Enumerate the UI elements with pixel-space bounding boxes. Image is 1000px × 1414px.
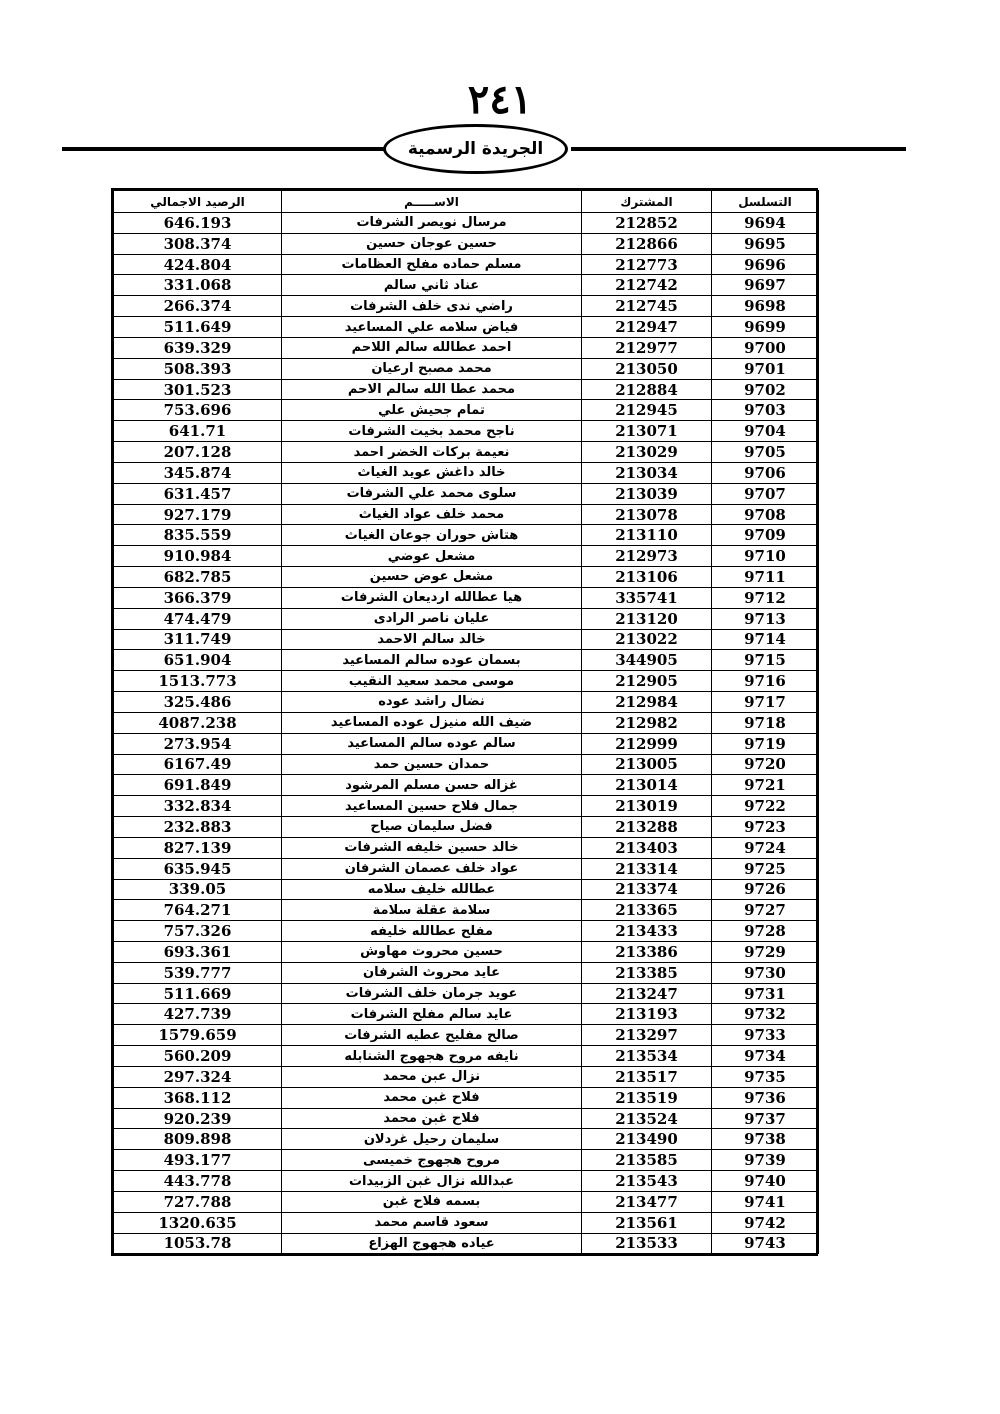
name-cell: سعود قاسم محمد xyxy=(282,1212,582,1233)
balance-cell: 273.954 xyxy=(114,733,282,754)
subscriber-cell: 213374 xyxy=(582,879,712,900)
subscriber-cell: 212866 xyxy=(582,233,712,254)
serial-cell: 9704 xyxy=(712,421,819,442)
balance-cell: 232.883 xyxy=(114,817,282,838)
name-cell: نعيمة بركات الخضر احمد xyxy=(282,442,582,463)
table-row xyxy=(114,1129,819,1150)
table-row xyxy=(114,296,819,317)
balance-cell: 508.393 xyxy=(114,358,282,379)
serial-cell: 9737 xyxy=(712,1108,819,1129)
table-row xyxy=(114,1191,819,1212)
name-cell: احمد عطالله سالم اللاحم xyxy=(282,337,582,358)
name-cell: هيا عطالله ارديعان الشرفات xyxy=(282,587,582,608)
balance-cell: 493.177 xyxy=(114,1150,282,1171)
name-cell: مشعل عوضي xyxy=(282,546,582,567)
name-cell: حسين محروت مهاوش xyxy=(282,941,582,962)
balance-cell: 297.324 xyxy=(114,1066,282,1087)
header-rule-right xyxy=(571,147,906,151)
table-row xyxy=(114,671,819,692)
name-cell: خالد حسين خليفه الشرفات xyxy=(282,837,582,858)
subscriber-cell: 213386 xyxy=(582,941,712,962)
table-row xyxy=(114,1150,819,1171)
table-row xyxy=(114,1171,819,1192)
subscriber-cell: 213517 xyxy=(582,1066,712,1087)
serial-cell: 9731 xyxy=(712,983,819,1004)
name-cell: غزاله حسن مسلم المرشود xyxy=(282,775,582,796)
table-row xyxy=(114,900,819,921)
serial-cell: 9711 xyxy=(712,567,819,588)
balance-cell: 1513.773 xyxy=(114,671,282,692)
serial-cell: 9727 xyxy=(712,900,819,921)
subscriber-cell: 212884 xyxy=(582,379,712,400)
balance-cell: 331.068 xyxy=(114,275,282,296)
subscriber-cell: 213034 xyxy=(582,462,712,483)
serial-cell: 9736 xyxy=(712,1087,819,1108)
balance-cell: 639.329 xyxy=(114,337,282,358)
balance-cell: 631.457 xyxy=(114,483,282,504)
table-row xyxy=(114,442,819,463)
subscriber-cell: 213524 xyxy=(582,1108,712,1129)
serial-cell: 9739 xyxy=(712,1150,819,1171)
balance-cell: 910.984 xyxy=(114,546,282,567)
table-row xyxy=(114,941,819,962)
serial-cell: 9700 xyxy=(712,337,819,358)
balance-cell: 368.112 xyxy=(114,1087,282,1108)
header-oval xyxy=(383,124,568,174)
balance-cell: 308.374 xyxy=(114,233,282,254)
subscriber-cell: 212905 xyxy=(582,671,712,692)
name-cell: مشعل عوض حسين xyxy=(282,567,582,588)
subscriber-cell: 213533 xyxy=(582,1233,712,1254)
serial-cell: 9706 xyxy=(712,462,819,483)
serial-cell: 9699 xyxy=(712,317,819,338)
name-cell: جمال فلاح حسين المساعيد xyxy=(282,796,582,817)
balance-cell: 691.849 xyxy=(114,775,282,796)
name-cell: تمام جحيش علي xyxy=(282,400,582,421)
balance-cell: 325.486 xyxy=(114,692,282,713)
serial-cell: 9741 xyxy=(712,1191,819,1212)
table-row xyxy=(114,1066,819,1087)
table-row xyxy=(114,837,819,858)
header-subscriber: المشترك xyxy=(582,191,712,213)
table-row xyxy=(114,650,819,671)
table-row xyxy=(114,337,819,358)
name-cell: سلوى محمد علي الشرفات xyxy=(282,483,582,504)
serial-cell: 9718 xyxy=(712,712,819,733)
serial-cell: 9728 xyxy=(712,921,819,942)
table-row xyxy=(114,983,819,1004)
serial-cell: 9712 xyxy=(712,587,819,608)
table-row xyxy=(114,692,819,713)
serial-cell: 9735 xyxy=(712,1066,819,1087)
subscriber-cell: 212773 xyxy=(582,254,712,275)
balance-cell: 927.179 xyxy=(114,504,282,525)
serial-cell: 9713 xyxy=(712,608,819,629)
balance-cell: 424.804 xyxy=(114,254,282,275)
table-row xyxy=(114,1004,819,1025)
subscriber-cell: 213039 xyxy=(582,483,712,504)
subscriber-cell: 213585 xyxy=(582,1150,712,1171)
name-cell: محمد عطا الله سالم الاحم xyxy=(282,379,582,400)
subscriber-cell: 212742 xyxy=(582,275,712,296)
serial-cell: 9714 xyxy=(712,629,819,650)
subscriber-cell: 213193 xyxy=(582,1004,712,1025)
serial-cell: 9722 xyxy=(712,796,819,817)
name-cell: فلاح غبن محمد xyxy=(282,1108,582,1129)
name-cell: محمد مصبح ارعيان xyxy=(282,358,582,379)
subscriber-cell: 212973 xyxy=(582,546,712,567)
serial-cell: 9726 xyxy=(712,879,819,900)
table-row xyxy=(114,1212,819,1233)
balance-cell: 311.749 xyxy=(114,629,282,650)
balance-cell: 682.785 xyxy=(114,567,282,588)
gazette-title: الجريدة الرسمية xyxy=(407,139,544,159)
balance-cell: 693.361 xyxy=(114,941,282,962)
subscriber-cell: 213106 xyxy=(582,567,712,588)
balance-cell: 753.696 xyxy=(114,400,282,421)
name-cell: راضي ندى خلف الشرفات xyxy=(282,296,582,317)
subscriber-cell: 213022 xyxy=(582,629,712,650)
subscriber-cell: 213490 xyxy=(582,1129,712,1150)
serial-cell: 9721 xyxy=(712,775,819,796)
balance-cell: 511.649 xyxy=(114,317,282,338)
name-cell: مرسال نويصر الشرفات xyxy=(282,213,582,234)
name-cell: نضال راشد عوده xyxy=(282,692,582,713)
name-cell: فضل سليمان صياح xyxy=(282,817,582,838)
name-cell: عناد ثاني سالم xyxy=(282,275,582,296)
balance-cell: 1053.78 xyxy=(114,1233,282,1254)
serial-cell: 9733 xyxy=(712,1025,819,1046)
balance-cell: 474.479 xyxy=(114,608,282,629)
table-row xyxy=(114,796,819,817)
balance-cell: 809.898 xyxy=(114,1129,282,1150)
subscriber-cell: 213110 xyxy=(582,525,712,546)
subscriber-cell: 213071 xyxy=(582,421,712,442)
header-rule-left xyxy=(62,147,384,151)
balance-cell: 757.326 xyxy=(114,921,282,942)
serial-cell: 9702 xyxy=(712,379,819,400)
serial-cell: 9705 xyxy=(712,442,819,463)
table-row xyxy=(114,400,819,421)
header-serial: التسلسل xyxy=(712,191,819,213)
header-balance: الرصيد الاجمالي xyxy=(114,191,282,213)
balance-cell: 539.777 xyxy=(114,962,282,983)
subscriber-cell: 213120 xyxy=(582,608,712,629)
serial-cell: 9694 xyxy=(712,213,819,234)
subscriber-cell: 212852 xyxy=(582,213,712,234)
subscriber-cell: 212745 xyxy=(582,296,712,317)
serial-cell: 9696 xyxy=(712,254,819,275)
serial-cell: 9697 xyxy=(712,275,819,296)
table-row xyxy=(114,358,819,379)
table-header-row xyxy=(114,191,819,213)
subscriber-cell: 212945 xyxy=(582,400,712,421)
serial-cell: 9743 xyxy=(712,1233,819,1254)
table-row xyxy=(114,1087,819,1108)
serial-cell: 9730 xyxy=(712,962,819,983)
table-row xyxy=(114,1046,819,1067)
subscriber-cell: 213403 xyxy=(582,837,712,858)
table-row xyxy=(114,317,819,338)
table-row xyxy=(114,254,819,275)
balance-cell: 301.523 xyxy=(114,379,282,400)
subscriber-cell: 213247 xyxy=(582,983,712,1004)
table-row xyxy=(114,712,819,733)
table-row xyxy=(114,525,819,546)
name-cell: مروح هجهوج خميسى xyxy=(282,1150,582,1171)
serial-cell: 9708 xyxy=(712,504,819,525)
name-cell: سالم عوده سالم المساعيد xyxy=(282,733,582,754)
table-row xyxy=(114,962,819,983)
name-cell: خالد سالم الاحمد xyxy=(282,629,582,650)
serial-cell: 9742 xyxy=(712,1212,819,1233)
table-row xyxy=(114,1025,819,1046)
balance-cell: 345.874 xyxy=(114,462,282,483)
balance-cell: 646.193 xyxy=(114,213,282,234)
serial-cell: 9709 xyxy=(712,525,819,546)
name-cell: بسمه فلاح غبن xyxy=(282,1191,582,1212)
balance-cell: 366.379 xyxy=(114,587,282,608)
name-cell: عياده هجهوج الهزاع xyxy=(282,1233,582,1254)
subscriber-cell: 213561 xyxy=(582,1212,712,1233)
name-cell: هتاش حوران جوعان الغياث xyxy=(282,525,582,546)
table-row xyxy=(114,379,819,400)
table-row xyxy=(114,608,819,629)
name-cell: فلاح غبن محمد xyxy=(282,1087,582,1108)
name-cell: ضيف الله منيزل عوده المساعيد xyxy=(282,712,582,733)
table-body xyxy=(114,213,819,1254)
name-cell: نايفه مروح هجهوج الشنابله xyxy=(282,1046,582,1067)
subscriber-cell: 213019 xyxy=(582,796,712,817)
subscriber-cell: 335741 xyxy=(582,587,712,608)
table-row xyxy=(114,754,819,775)
serial-cell: 9710 xyxy=(712,546,819,567)
subscriber-cell: 213050 xyxy=(582,358,712,379)
name-cell: صالح مفليح عطيه الشرفات xyxy=(282,1025,582,1046)
subscriber-cell: 213029 xyxy=(582,442,712,463)
table-row xyxy=(114,775,819,796)
balance-cell: 4087.238 xyxy=(114,712,282,733)
serial-cell: 9725 xyxy=(712,858,819,879)
balance-cell: 511.669 xyxy=(114,983,282,1004)
serial-cell: 9734 xyxy=(712,1046,819,1067)
name-cell: فياض سلامه علي المساعيد xyxy=(282,317,582,338)
serial-cell: 9720 xyxy=(712,754,819,775)
table-row xyxy=(114,421,819,442)
table-row xyxy=(114,567,819,588)
balance-cell: 727.788 xyxy=(114,1191,282,1212)
name-cell: عليان ناصر الرادى xyxy=(282,608,582,629)
name-cell: عويد جرمان خلف الشرفات xyxy=(282,983,582,1004)
subscriber-cell: 212977 xyxy=(582,337,712,358)
table-row xyxy=(114,817,819,838)
table-row xyxy=(114,629,819,650)
table-row xyxy=(114,213,819,234)
table-row xyxy=(114,483,819,504)
serial-cell: 9724 xyxy=(712,837,819,858)
balance-cell: 6167.49 xyxy=(114,754,282,775)
balance-cell: 641.71 xyxy=(114,421,282,442)
subscriber-cell: 213078 xyxy=(582,504,712,525)
name-cell: حمدان حسين حمد xyxy=(282,754,582,775)
serial-cell: 9715 xyxy=(712,650,819,671)
subscriber-cell: 344905 xyxy=(582,650,712,671)
serial-cell: 9695 xyxy=(712,233,819,254)
balance-cell: 835.559 xyxy=(114,525,282,546)
name-cell: مسلم حماده مفلح العظامات xyxy=(282,254,582,275)
name-cell: عطالله خليف سلامه xyxy=(282,879,582,900)
table-row xyxy=(114,733,819,754)
name-cell: سليمان رحيل غردلان xyxy=(282,1129,582,1150)
balance-cell: 920.239 xyxy=(114,1108,282,1129)
subscriber-cell: 213005 xyxy=(582,754,712,775)
balance-cell: 266.374 xyxy=(114,296,282,317)
subscriber-cell: 213519 xyxy=(582,1087,712,1108)
name-cell: عايد محروث الشرفان xyxy=(282,962,582,983)
table-row xyxy=(114,587,819,608)
subscriber-cell: 213534 xyxy=(582,1046,712,1067)
balance-cell: 1579.659 xyxy=(114,1025,282,1046)
subscriber-cell: 212999 xyxy=(582,733,712,754)
name-cell: حسين عوجان حسين xyxy=(282,233,582,254)
balance-cell: 427.739 xyxy=(114,1004,282,1025)
name-cell: مفلح عطالله خليفه xyxy=(282,921,582,942)
name-cell: محمد خلف عواد الغياث xyxy=(282,504,582,525)
subscriber-cell: 212984 xyxy=(582,692,712,713)
balance-cell: 651.904 xyxy=(114,650,282,671)
name-cell: سلامة عقلة سلامة xyxy=(282,900,582,921)
subscriber-cell: 213477 xyxy=(582,1191,712,1212)
name-cell: عايد سالم مفلح الشرفات xyxy=(282,1004,582,1025)
table-row xyxy=(114,858,819,879)
table-row xyxy=(114,504,819,525)
balance-cell: 332.834 xyxy=(114,796,282,817)
table-row xyxy=(114,275,819,296)
serial-cell: 9740 xyxy=(712,1171,819,1192)
page-number: ٢٤١ xyxy=(467,76,533,123)
subscriber-cell: 213314 xyxy=(582,858,712,879)
serial-cell: 9723 xyxy=(712,817,819,838)
serial-cell: 9732 xyxy=(712,1004,819,1025)
subscriber-cell: 213297 xyxy=(582,1025,712,1046)
table-row xyxy=(114,546,819,567)
table-row xyxy=(114,462,819,483)
table-row xyxy=(114,1108,819,1129)
serial-cell: 9716 xyxy=(712,671,819,692)
subscriber-cell: 213543 xyxy=(582,1171,712,1192)
serial-cell: 9717 xyxy=(712,692,819,713)
balance-cell: 635.945 xyxy=(114,858,282,879)
subscriber-cell: 212982 xyxy=(582,712,712,733)
table-row xyxy=(114,1233,819,1254)
subscriber-cell: 213365 xyxy=(582,900,712,921)
serial-cell: 9701 xyxy=(712,358,819,379)
serial-cell: 9729 xyxy=(712,941,819,962)
name-cell: نزال عبن محمد xyxy=(282,1066,582,1087)
subscriber-cell: 213014 xyxy=(582,775,712,796)
balance-cell: 560.209 xyxy=(114,1046,282,1067)
balance-cell: 827.139 xyxy=(114,837,282,858)
subscriber-cell: 213288 xyxy=(582,817,712,838)
name-cell: ناجح محمد بخيت الشرفات xyxy=(282,421,582,442)
subscriber-cell: 212947 xyxy=(582,317,712,338)
name-cell: خالد داغش عويد الغياث xyxy=(282,462,582,483)
subscribers-table xyxy=(111,188,818,1256)
subscriber-cell: 213433 xyxy=(582,921,712,942)
balance-cell: 443.778 xyxy=(114,1171,282,1192)
subscriber-cell: 213385 xyxy=(582,962,712,983)
table-row xyxy=(114,879,819,900)
serial-cell: 9719 xyxy=(712,733,819,754)
balance-cell: 339.05 xyxy=(114,879,282,900)
serial-cell: 9703 xyxy=(712,400,819,421)
name-cell: بسمان عوده سالم المساعيد xyxy=(282,650,582,671)
name-cell: موسى محمد سعيد النقيب xyxy=(282,671,582,692)
name-cell: عواد خلف عصمان الشرفان xyxy=(282,858,582,879)
balance-cell: 1320.635 xyxy=(114,1212,282,1233)
serial-cell: 9698 xyxy=(712,296,819,317)
name-cell: عبدالله نزال غبن الزبيدات xyxy=(282,1171,582,1192)
serial-cell: 9738 xyxy=(712,1129,819,1150)
balance-cell: 207.128 xyxy=(114,442,282,463)
table-row xyxy=(114,921,819,942)
serial-cell: 9707 xyxy=(712,483,819,504)
balance-cell: 764.271 xyxy=(114,900,282,921)
table-row xyxy=(114,233,819,254)
header-name: الاســـــم xyxy=(282,191,582,213)
